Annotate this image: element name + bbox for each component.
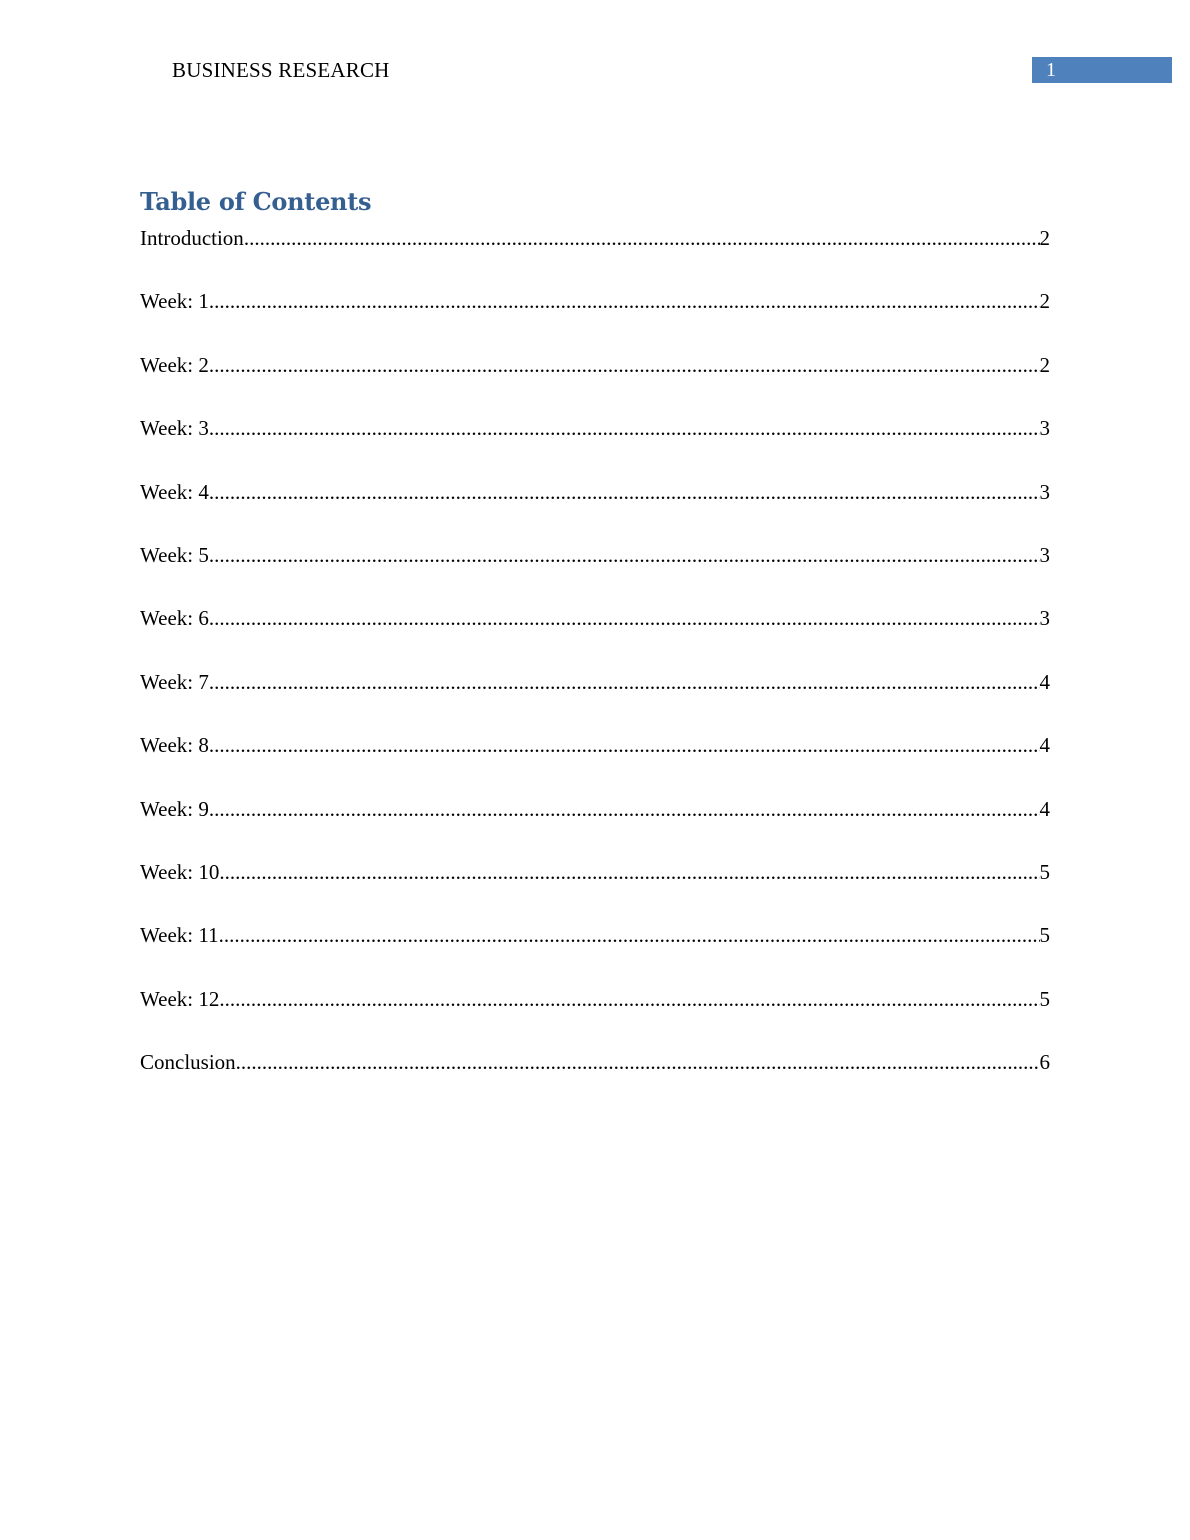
toc-dot-leader — [236, 1046, 1040, 1078]
toc-entry-label: Introduction — [140, 226, 244, 250]
toc-dot-leader — [209, 412, 1040, 444]
toc-entry-page: 2 — [1039, 352, 1050, 377]
toc-dot-leader — [209, 349, 1040, 381]
page-number-badge: 1 — [1032, 57, 1172, 83]
toc-entry-label: Week: 6 — [140, 606, 209, 631]
toc-entry-label: Week: 5 — [140, 542, 209, 567]
toc-dot-leader — [219, 919, 1040, 951]
running-header-title: BUSINESS RESEARCH — [172, 58, 390, 82]
toc-dot-leader — [244, 222, 1040, 254]
toc-entry-page: 4 — [1039, 669, 1050, 694]
toc-entry-page: 2 — [1039, 226, 1050, 250]
toc-dot-leader — [209, 602, 1040, 634]
toc-entry-week-3[interactable] — [140, 412, 1050, 475]
toc-dot-leader — [219, 983, 1039, 1015]
toc-dot-leader — [209, 729, 1040, 761]
toc-dot-leader — [209, 539, 1040, 571]
toc-dot-leader — [209, 793, 1040, 825]
toc-entry-page: 6 — [1039, 1050, 1050, 1075]
toc-entry-introduction[interactable] — [140, 222, 1050, 285]
toc-entry-week-2[interactable] — [140, 349, 1050, 412]
toc-entry-page: 3 — [1039, 416, 1050, 441]
toc-heading: Table of Contents — [140, 187, 372, 216]
toc-list — [140, 222, 1050, 1109]
toc-entry-week-12[interactable] — [140, 983, 1050, 1046]
toc-dot-leader — [219, 856, 1039, 888]
toc-entry-week-7[interactable] — [140, 666, 1050, 729]
toc-entry-conclusion[interactable] — [140, 1046, 1050, 1109]
toc-entry-week-1[interactable] — [140, 285, 1050, 348]
toc-entry-label: Week: 10 — [140, 859, 220, 884]
toc-entry-week-9[interactable] — [140, 793, 1050, 856]
toc-entry-week-4[interactable] — [140, 476, 1050, 539]
toc-entry-label: Week: 2 — [140, 352, 209, 377]
toc-entry-week-11[interactable] — [140, 919, 1050, 982]
toc-entry-label: Week: 12 — [140, 986, 220, 1011]
toc-dot-leader — [209, 285, 1040, 317]
toc-entry-week-10[interactable] — [140, 856, 1050, 919]
toc-dot-leader — [209, 666, 1040, 698]
toc-entry-page: 2 — [1039, 289, 1050, 314]
toc-entry-page: 4 — [1039, 796, 1050, 821]
toc-entry-page: 3 — [1039, 542, 1050, 567]
toc-entry-label: Week: 3 — [140, 416, 209, 441]
toc-entry-page: 3 — [1039, 479, 1050, 504]
toc-entry-page: 3 — [1039, 606, 1050, 631]
toc-entry-label: Week: 8 — [140, 733, 209, 758]
toc-dot-leader — [209, 476, 1040, 508]
toc-entry-label: Week: 4 — [140, 479, 209, 504]
toc-entry-page: 4 — [1039, 733, 1050, 758]
toc-entry-label: Conclusion — [140, 1050, 236, 1075]
toc-entry-label: Week: 7 — [140, 669, 209, 694]
toc-entry-label: Week: 1 — [140, 289, 209, 314]
toc-entry-page: 5 — [1039, 859, 1050, 884]
toc-entry-label: Week: 9 — [140, 796, 209, 821]
toc-entry-label: Week: 11 — [140, 923, 219, 948]
toc-entry-week-5[interactable] — [140, 539, 1050, 602]
toc-entry-page: 5 — [1039, 986, 1050, 1011]
toc-entry-page: 5 — [1039, 923, 1050, 948]
toc-entry-week-8[interactable] — [140, 729, 1050, 792]
toc-entry-week-6[interactable] — [140, 602, 1050, 665]
